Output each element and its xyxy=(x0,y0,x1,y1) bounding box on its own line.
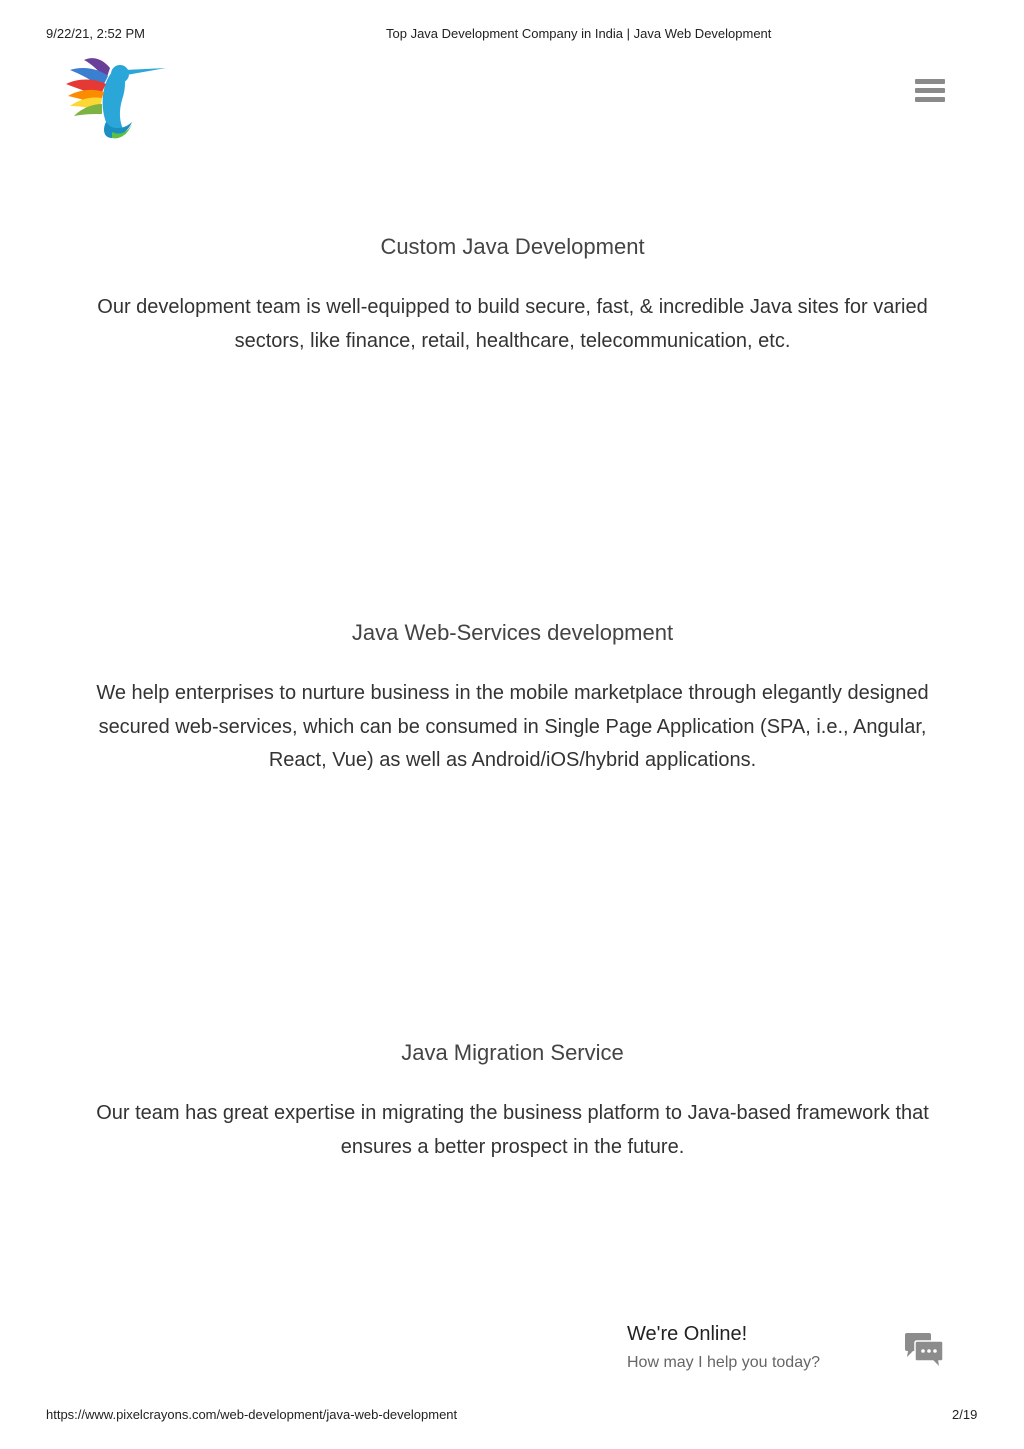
chat-title: We're Online! xyxy=(627,1323,748,1345)
print-date: 9/22/21, 2:52 PM xyxy=(46,26,146,41)
section-title: Java Migration Service xyxy=(401,1040,624,1065)
chat-widget[interactable] xyxy=(627,1323,957,1383)
section-title: Java Web-Services development xyxy=(351,620,674,645)
section-text: We help enterprises to nurture business in the mobile marketplace through elegantly designed secured web-services, which can be consumed in Single Page Application (SPA, i.e., Angular, React, Vue) as well as Android/iOS/hybrid applications. xyxy=(96,682,929,771)
section-custom-java xyxy=(90,233,935,358)
print-title: Top Java Development Company in India | Java Web Development xyxy=(386,26,772,41)
print-url: https://www.pixelcrayons.com/web-development/java-web-development xyxy=(46,1407,458,1422)
print-page-number: 2/19 xyxy=(952,1407,978,1422)
section-web-services xyxy=(90,619,935,778)
chat-subtitle: How may I help you today? xyxy=(627,1354,820,1371)
chat-bubbles-icon[interactable] xyxy=(903,1331,945,1371)
section-title: Custom Java Development xyxy=(380,234,645,259)
hummingbird-logo-icon[interactable] xyxy=(62,54,172,142)
section-text: Our development team is well-equipped to build secure, fast, & incredible Java sites for varied sectors, like finance, retail, healthcare, telecommunication, etc. xyxy=(97,296,928,352)
section-text: Our team has great expertise in migrating the business platform to Java-based framework that ensures a better prospect in the future. xyxy=(96,1102,929,1158)
hamburger-menu-icon[interactable] xyxy=(915,79,945,105)
section-migration xyxy=(90,1039,935,1164)
